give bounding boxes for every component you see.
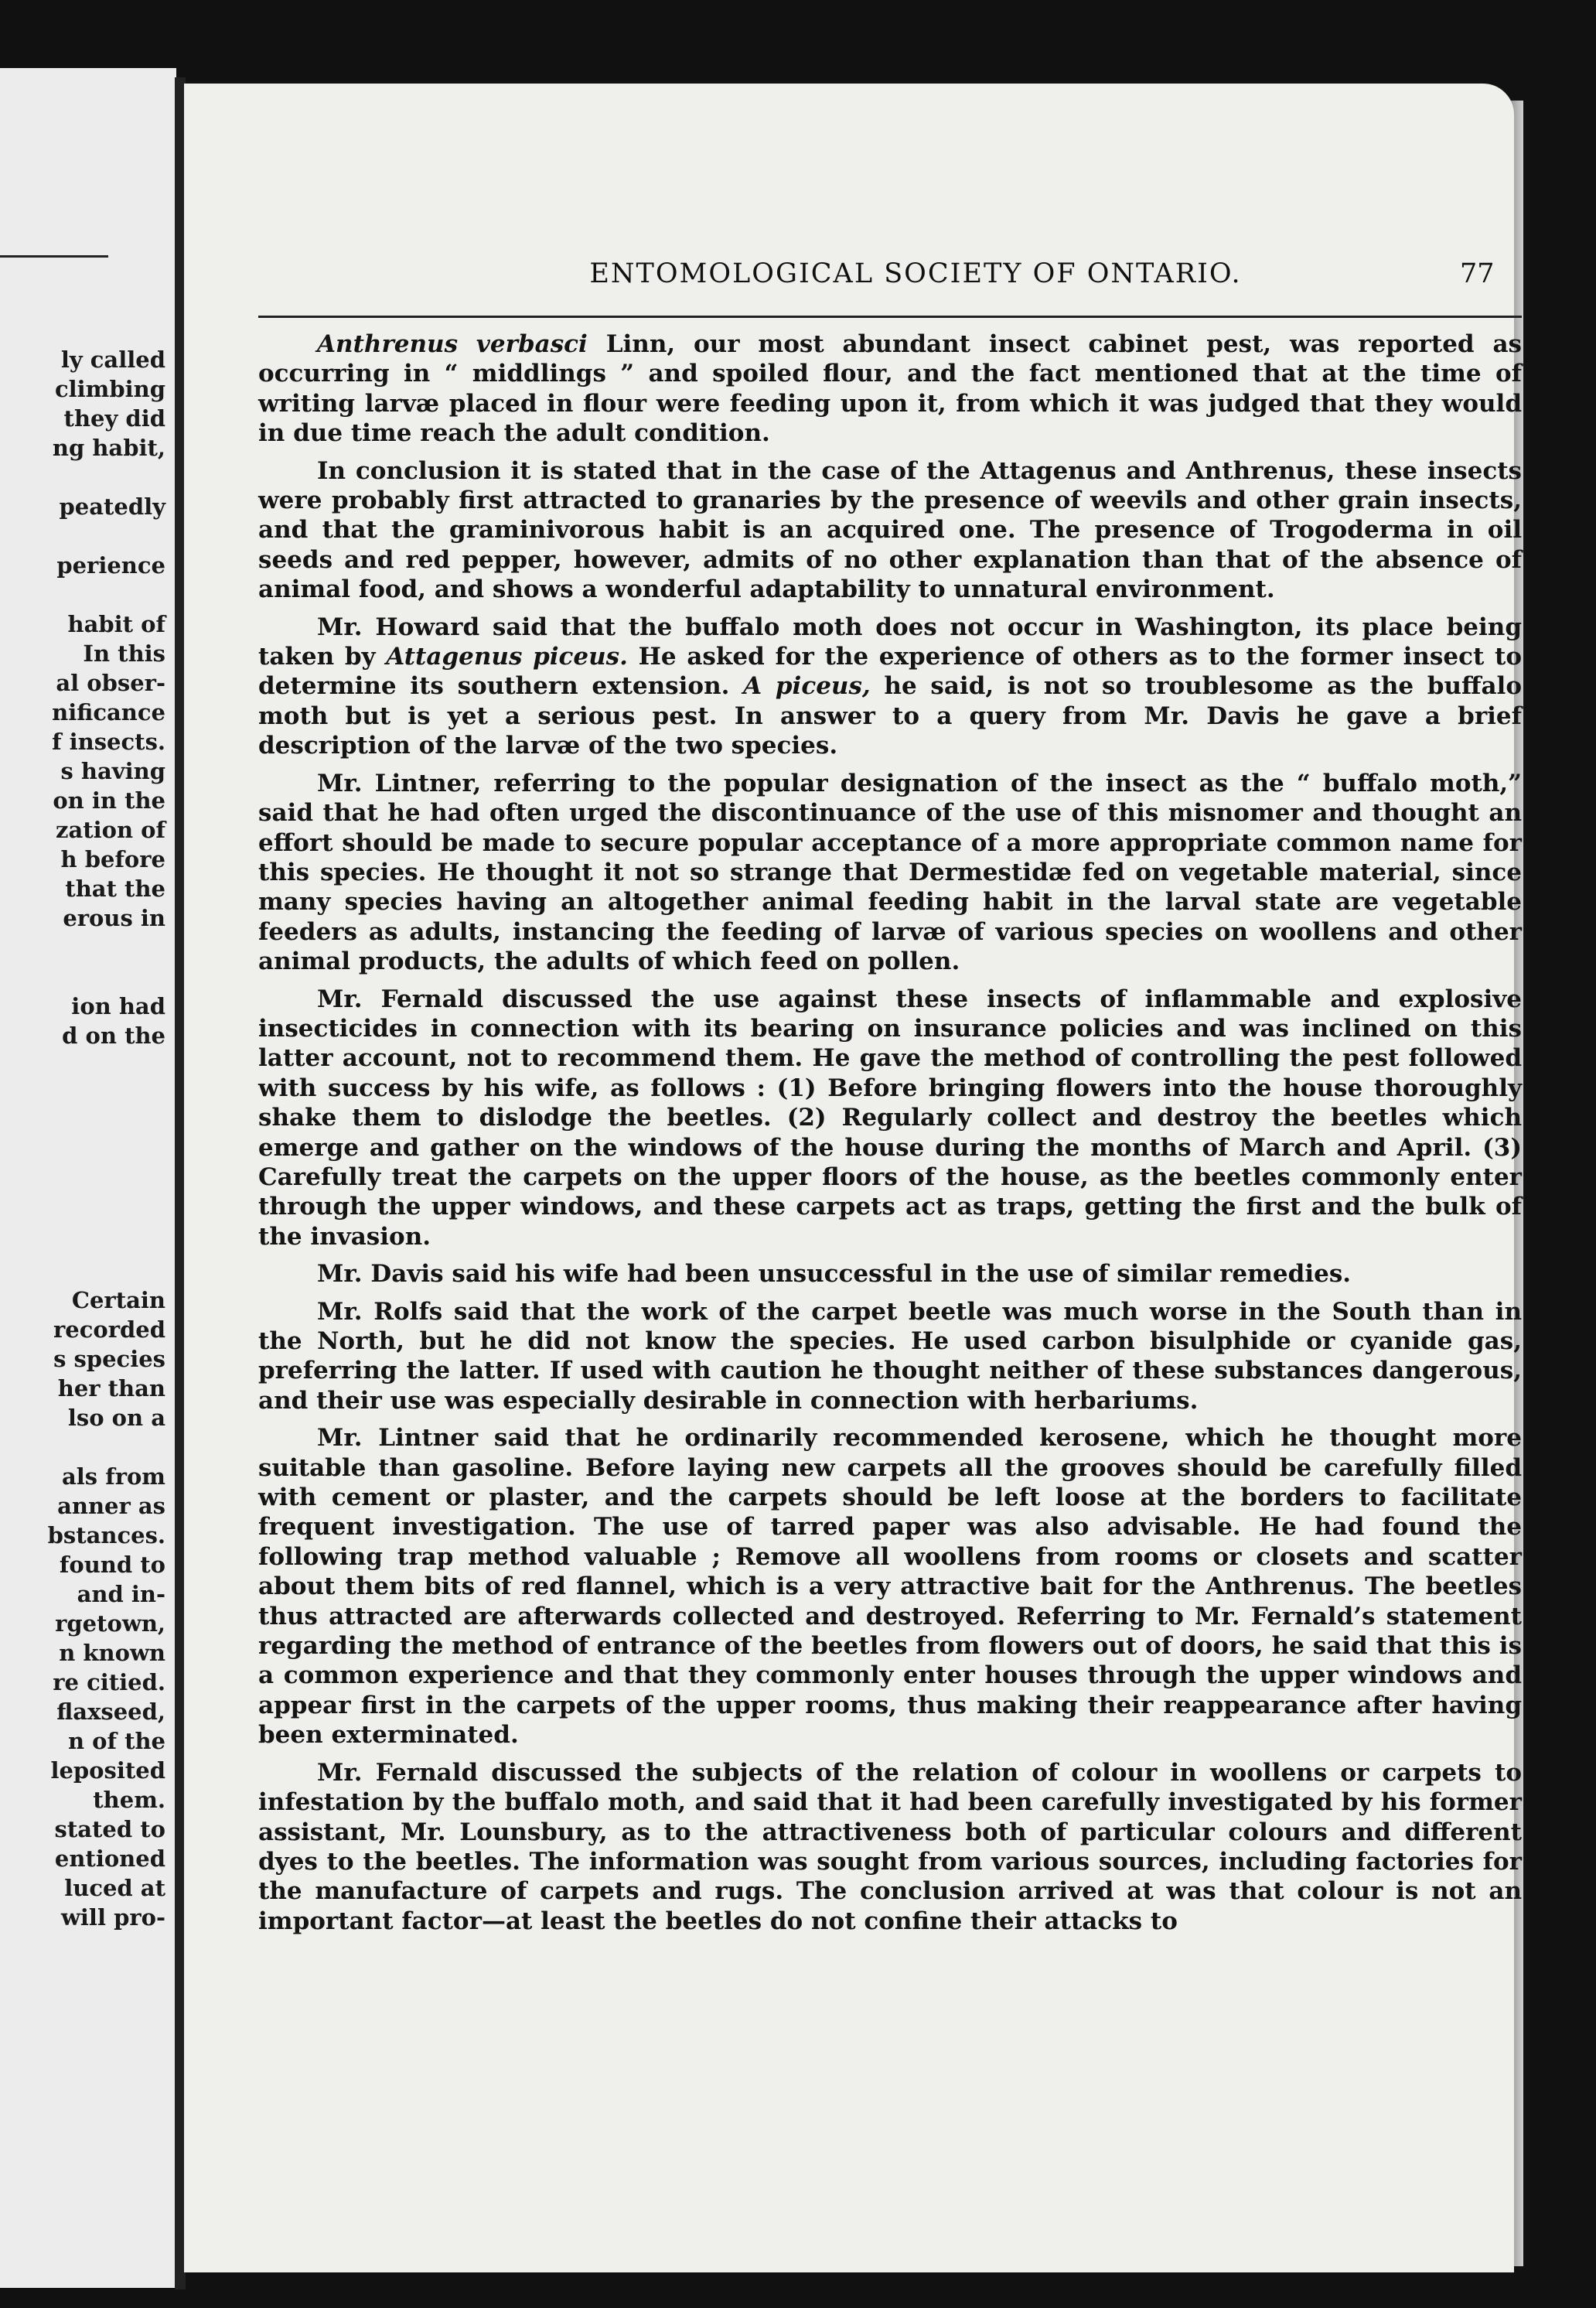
header-rule bbox=[258, 316, 1522, 318]
left-page-line: flaxseed, bbox=[56, 1699, 165, 1725]
left-page-line: nificance bbox=[52, 699, 165, 726]
left-page-line: they did bbox=[63, 405, 165, 432]
left-page-line bbox=[0, 1256, 165, 1285]
paragraph-1 bbox=[258, 329, 1522, 449]
left-page-line: lso on a bbox=[67, 1405, 165, 1431]
left-page-line bbox=[0, 1050, 165, 1080]
paragraph-4: Mr. Lintner, referring to the popular designation of the insect as the “ buffalo moth,” said that he had often urged the discontinuance of the use of this misnomer and thought an effort should be made to secure popular acceptance of a more appropriate common name for this species. He thought it not so strange that Dermestidæ fed on vegetable material, since many species having an altogether animal feeding habit in the larval state are vegetable feeders as adults, instancing the feeding of larvæ of various species on woollens and other animal products, the adults of which feed on pollen. bbox=[258, 769, 1522, 976]
left-page-line: n known bbox=[59, 1640, 165, 1666]
left-page-line bbox=[0, 1109, 165, 1139]
left-page-line: h before bbox=[60, 846, 165, 872]
page-body bbox=[258, 329, 1522, 1944]
paragraph-7: Mr. Rolfs said that the work of the carpet beetle was much worse in the South than in the North, but he did not know the species. He used carbon bisulphide or cyanide gas, preferring the latter. If used with caution he thought neither of these substances dangerous, and their use was especially desirable in connection with herbariums. bbox=[258, 1297, 1522, 1415]
left-page-line: Certain bbox=[71, 1287, 165, 1313]
species-name: Attagenus piceus. bbox=[386, 643, 628, 671]
left-page-line bbox=[0, 580, 165, 609]
left-page-line: re citied. bbox=[53, 1669, 165, 1695]
left-page-line: bstances. bbox=[47, 1522, 165, 1548]
left-page-line: luced at bbox=[64, 1875, 165, 1901]
paragraph-6: Mr. Davis said his wife had been unsuccessful in the use of similar remedies. bbox=[317, 1260, 1352, 1289]
left-page-line: d on the bbox=[62, 1023, 165, 1049]
paragraph-1-text: Linn, our most abundant insect cabinet pest, was reported as occurring in “ middlings ” and spoiled flour, and the fact mentioned that at the time of writing larvæ placed in flour were feeding upon it, from which it was judged that they would in due time reach the adult condition. bbox=[258, 330, 1523, 448]
left-page-line bbox=[0, 1432, 165, 1462]
left-page-line: ng habit, bbox=[52, 435, 165, 461]
left-facing-page bbox=[0, 68, 176, 2288]
left-page-line bbox=[0, 1227, 165, 1256]
left-page-line: her than bbox=[57, 1375, 165, 1402]
left-page-line bbox=[0, 1139, 165, 1168]
left-page-line: that the bbox=[65, 876, 165, 902]
left-page-line bbox=[0, 1080, 165, 1109]
left-page-line: and in- bbox=[77, 1581, 165, 1607]
left-page-line bbox=[0, 1168, 165, 1197]
left-page-line: anner as bbox=[57, 1493, 165, 1519]
left-page-line bbox=[0, 463, 165, 492]
left-page-line: recorded bbox=[53, 1316, 165, 1343]
paragraph-8: Mr. Lintner said that he ordinarily recommended kerosene, which he thought more suitable than gasoline. Before laying new carpets all the grooves should be carefully filled with cement or plaster, and the carpets should be left loose at the borders to facilitate frequent investigation. The use of tarred paper was also advisable. He had found the following trap method valuable ; Remove all woollens from rooms or closets and scatter about them bits of red flannel, which is a very attractive bait for the Anthrenus. The beetles thus attracted are afterwards collected and destroyed. Referring to Mr. Fernald’s statement regarding the method of entrance of the beetles from flowers out of doors, he said that this is a common experience and that they commonly enter houses through the upper windows and appear first in the carpets of the upper rooms, thus making their reappearance after having been exterminated. bbox=[258, 1424, 1522, 1750]
left-page-line: entioned bbox=[54, 1845, 165, 1872]
running-head: ENTOMOLOGICAL SOCIETY OF ONTARIO. bbox=[589, 258, 1242, 289]
left-page-line: leposited bbox=[50, 1757, 165, 1784]
left-page-line: stated to bbox=[54, 1816, 165, 1842]
species-name: A piceus, bbox=[743, 672, 871, 701]
paragraph-2: In conclusion it is stated that in the case of the Attagenus and Anthrenus, these insects were probably first attracted to granaries by the presence of weevils and other grain insects, and that the graminivorous habit is an acquired one. The presence of Trogoderma in oil seeds and red pepper, however, admits of no other explanation than that of the absence of animal food, and shows a wonderful adaptability to unnatural environment. bbox=[258, 456, 1522, 604]
left-page-line: als from bbox=[61, 1463, 165, 1490]
left-page-line: In this bbox=[83, 640, 165, 667]
left-page-line: erous in bbox=[63, 905, 165, 931]
left-page-line: ly called bbox=[60, 347, 165, 373]
left-page-line: perience bbox=[56, 552, 165, 579]
left-page-rule bbox=[0, 255, 108, 258]
left-page-line: them. bbox=[93, 1787, 165, 1813]
species-name: Anthrenus verbasci bbox=[317, 330, 588, 358]
left-page-line: peatedly bbox=[59, 493, 165, 520]
left-page-line: rgetown, bbox=[55, 1610, 165, 1637]
paragraph-3-text-b: He asked for the experience of others as to the former insect to determine its southern extension. bbox=[258, 643, 1522, 701]
page-number: 77 bbox=[1460, 258, 1495, 289]
main-page bbox=[184, 84, 1523, 2272]
paragraph-3 bbox=[258, 613, 1522, 761]
left-page-line: found to bbox=[59, 1552, 165, 1578]
left-page-line: s species bbox=[53, 1346, 165, 1372]
left-page-line: f insects. bbox=[52, 729, 165, 755]
left-page-line bbox=[0, 962, 165, 992]
left-page-line: al obser- bbox=[56, 670, 165, 696]
left-page-line bbox=[0, 933, 165, 962]
paragraph-5: Mr. Fernald discussed the use against these insects of inflammable and explosive insecticides in connection with its bearing on insurance policies and was inclined on this latter account, not to recommend them. He gave the method of controlling the pest followed with success by his wife, as follows : (1) Before bringing flowers into the house thoroughly shake them to dislodge the beetles. (2) Regularly collect and destroy the beetles which emerge and gather on the windows of the house during the months of March and April. (3) Carefully treat the carpets on the upper floors of the house, as the beetles commonly enter through the upper windows, and these carpets act as traps, getting the first and the bulk of the invasion. bbox=[258, 985, 1522, 1251]
paragraph-9: Mr. Fernald discussed the subjects of the relation of colour in woollens or carpets to infestation by the buffalo moth, and said that it had been carefully investigated by his former assistant, Mr. Lounsbury, as to the attractiveness both of particular colours and different dyes to the beetles. The information was sought from various sources, including factories for the manufacture of carpets and rugs. The conclusion arrived at was that colour is not an important factor—at least the beetles do not confine their attacks to bbox=[258, 1758, 1522, 1935]
left-page-line: on in the bbox=[53, 787, 165, 814]
left-page-line bbox=[0, 521, 165, 551]
paragraph-3-text-c: he said, is not so troublesome as the buffalo moth but is yet a serious pest. In answer to a query from Mr. Davis he gave a brief description of the larvæ of the two species. bbox=[258, 672, 1522, 760]
left-page-text bbox=[0, 345, 165, 1932]
left-page-line: zation of bbox=[55, 817, 165, 843]
left-page-line: s having bbox=[60, 758, 165, 784]
left-page-line: climbing bbox=[54, 376, 165, 402]
left-page-line bbox=[0, 1197, 165, 1227]
paragraph-3-text-a: Mr. Howard said that the buffalo moth does not occur in Washington, its place being taken by bbox=[258, 613, 1522, 671]
left-page-line: n of the bbox=[67, 1728, 165, 1754]
left-page-line: will pro- bbox=[60, 1904, 165, 1931]
left-page-line: ion had bbox=[71, 993, 165, 1019]
left-page-line: habit of bbox=[67, 611, 165, 637]
